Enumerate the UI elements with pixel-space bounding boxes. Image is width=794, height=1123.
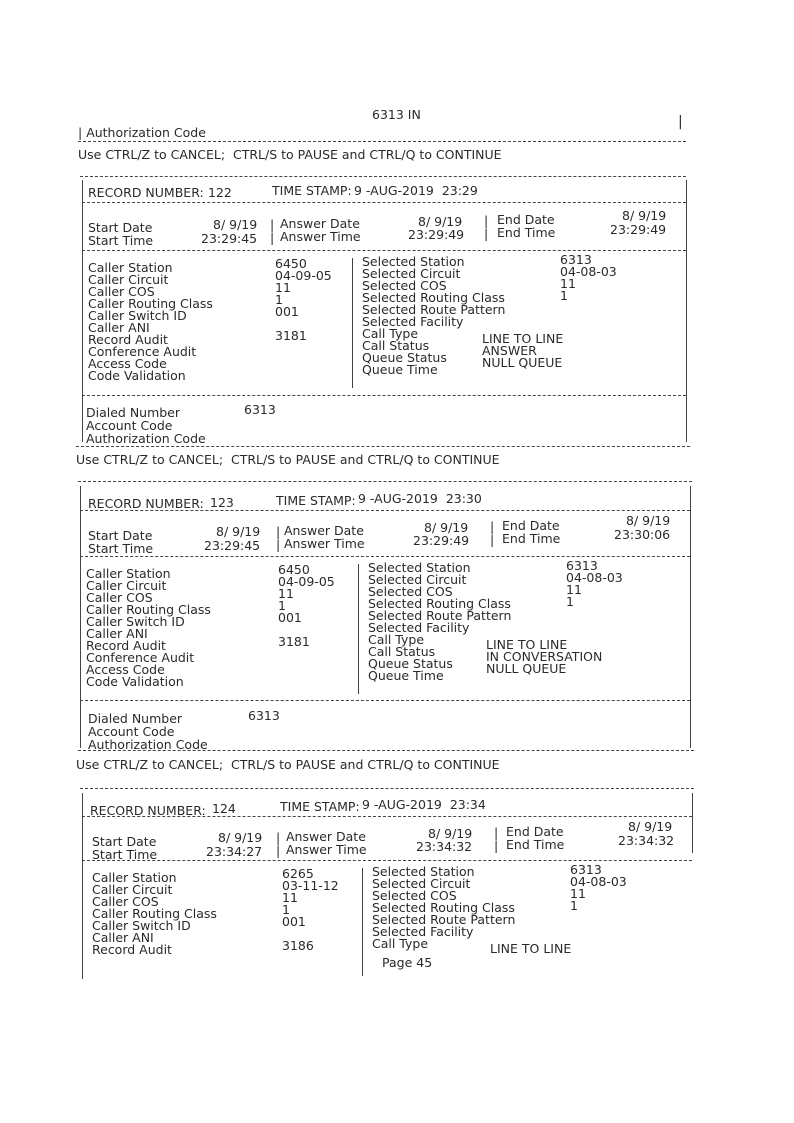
selected-value: 6313 [560,252,592,267]
selected-label: Call Status [368,644,436,659]
record-top-border [78,481,692,482]
record-right-border [692,793,693,853]
start-date: 8/ 9/19 [218,830,263,845]
authorization-code-label: Authorization Code [88,737,208,752]
selected-label: Queue Status [368,656,453,671]
dialed-number: 6313 [244,402,276,417]
caller-label: Caller Circuit [92,882,173,897]
caller-labels [86,568,211,688]
answer-date-label: Answer Date [280,216,360,231]
caller-value: 1 [282,902,290,917]
caller-label: Caller Station [86,566,171,581]
selected-value: 11 [566,582,582,597]
account-code-label: Account Code [86,418,173,433]
end-date: 8/ 9/19 [626,513,671,528]
selected-label: Selected COS [362,278,447,293]
caller-label: Record Audit [86,638,166,653]
answer-time-label: Answer Time [286,842,367,857]
caller-label: Code Validation [86,674,184,689]
record-right-border [690,486,691,748]
record-number-label: RECORD NUMBER: [90,803,206,818]
selected-values-lower [482,333,563,369]
sep: | [276,524,281,539]
account-code-label: Account Code [88,724,175,739]
caller-label: Caller Station [92,870,177,885]
selected-label: Queue Time [362,362,438,377]
divider [82,202,686,203]
record-top-border [80,176,686,177]
caller-value: 11 [282,890,298,905]
selected-value: 1 [570,898,578,913]
caller-label: Caller Station [88,260,173,275]
sep: | [270,217,275,232]
caller-label: Conference Audit [88,344,197,359]
caller-label: Record Audit [88,332,168,347]
selected-value: LINE TO LINE [490,941,572,956]
record-left-border [82,793,83,979]
sep: | [276,830,281,845]
answer-date: 8/ 9/19 [418,214,463,229]
selected-label: Queue Status [362,350,447,365]
selected-label: Selected Route Pattern [368,608,512,623]
selected-value: LINE TO LINE [486,637,568,652]
caller-values [282,868,339,952]
selected-label: Selected Circuit [368,572,467,587]
caller-label: Caller COS [86,590,153,605]
column-separator [362,868,363,976]
answer-time: 23:29:49 [408,227,465,242]
divider [78,141,686,142]
caller-label: Caller ANI [86,626,148,641]
control-hint: Use CTRL/Z to CANCEL; CTRL/S to PAUSE and CTRL/Q to CONTINUE [76,452,500,467]
end-time-label: End Time [502,531,561,546]
selected-value: 6313 [566,558,598,573]
selected-value: NULL QUEUE [486,661,567,676]
caller-value: 04-09-05 [275,268,332,283]
selected-value: 6313 [570,862,602,877]
selected-value: 11 [560,276,576,291]
start-time-label: Start Time [88,233,154,248]
timestamp: 9 -AUG-2019 23:29 [354,183,478,198]
caller-value: 3181 [275,328,307,343]
end-date-label: End Date [502,518,560,533]
record-top-border [80,788,694,789]
column-separator [358,564,359,694]
selected-value: 04-08-03 [560,264,617,279]
selected-value: IN CONVERSATION [486,649,603,664]
timestamp: 9 -AUG-2019 23:34 [362,797,486,812]
caller-value: 1 [275,292,283,307]
answer-time: 23:34:32 [416,839,473,854]
selected-values-lower [490,943,571,955]
selected-value: 11 [570,886,586,901]
control-hint: Use CTRL/Z to CANCEL; CTRL/S to PAUSE and CTRL/Q to CONTINUE [76,757,500,772]
start-date-label: Start Date [88,220,153,235]
caller-values [275,258,332,342]
caller-label: Caller Routing Class [88,296,213,311]
record-number: 124 [212,801,236,816]
selected-value: NULL QUEUE [482,355,563,370]
start-time: 23:29:45 [204,538,261,553]
page-number: Page 45 [382,955,433,970]
selected-value: LINE TO LINE [482,331,564,346]
sep: | [490,519,495,534]
selected-value: 1 [560,288,568,303]
divider [82,816,692,817]
caller-label: Caller ANI [88,320,150,335]
caller-label: Caller Circuit [88,272,169,287]
selected-label: Call Status [362,338,430,353]
sep: | [490,532,495,547]
dialed-number: 6313 [248,708,280,723]
caller-labels [88,262,213,382]
end-time: 23:30:06 [614,527,671,542]
caller-value: 6265 [282,866,314,881]
end-time-label: End Time [497,225,556,240]
end-date-label: End Date [506,824,564,839]
column-separator [352,258,353,388]
right-edge-mark: | [678,114,683,130]
authorization-code-label: Authorization Code [86,431,206,446]
selected-label: Queue Time [368,668,444,683]
selected-label: Selected Routing Class [372,900,515,915]
answer-date: 8/ 9/19 [428,826,473,841]
answer-date-label: Answer Date [284,523,364,538]
selected-value: 04-08-03 [570,874,627,889]
answer-time-label: Answer Time [284,536,365,551]
selected-label: Selected Facility [368,620,470,635]
selected-values-upper [560,254,617,302]
selected-label: Selected Circuit [362,266,461,281]
end-date: 8/ 9/19 [628,819,673,834]
selected-values-upper [570,864,627,912]
selected-label: Selected Routing Class [368,596,511,611]
divider [82,860,692,861]
caller-label: Caller COS [92,894,159,909]
selected-label: Selected COS [372,888,457,903]
divider [80,700,690,701]
sep: | [484,226,489,241]
caller-value: 001 [282,914,306,929]
record-number: 123 [210,495,234,510]
caller-label: Caller Routing Class [92,906,217,921]
caller-labels [92,872,217,956]
selected-label: Selected Facility [362,314,464,329]
page-title: 6313 IN [372,107,421,122]
dialed-number-label: Dialed Number [88,711,183,726]
caller-value: 3181 [278,634,310,649]
selected-label: Call Type [368,632,425,647]
record-left-border [82,180,83,442]
sep: | [270,230,275,245]
auth-code-text: Authorization Code [86,125,206,140]
divider [78,750,694,751]
start-time-label: Start Time [92,847,158,862]
caller-label: Caller Switch ID [86,614,185,629]
start-time-label: Start Time [88,541,154,556]
caller-value: 11 [278,586,294,601]
record-right-border [686,180,687,442]
caller-label: Caller Routing Class [86,602,211,617]
sep: | [494,825,499,840]
caller-label: Caller Switch ID [88,308,187,323]
start-time: 23:29:45 [201,231,258,246]
selected-label: Selected COS [368,584,453,599]
caller-label: Record Audit [92,942,172,957]
start-date: 8/ 9/19 [213,217,258,232]
caller-label: Caller Circuit [86,578,167,593]
start-date: 8/ 9/19 [216,524,261,539]
selected-label: Selected Route Pattern [372,912,516,927]
caller-value: 001 [278,610,302,625]
divider [80,510,690,511]
timestamp-label: TIME STAMP: [272,183,352,198]
answer-time: 23:29:49 [413,533,470,548]
end-time-label: End Time [506,837,565,852]
record-number-label: RECORD NUMBER: [88,185,204,200]
caller-value: 6450 [278,562,310,577]
authorization-code-label [78,127,206,139]
record-number: 122 [208,185,232,200]
selected-values-upper [566,560,623,608]
selected-label: Selected Routing Class [362,290,505,305]
selected-label: Call Type [372,936,429,951]
caller-label: Caller ANI [92,930,154,945]
selected-labels [372,866,515,950]
selected-value: ANSWER [482,343,537,358]
sep: | [494,838,499,853]
caller-value: 11 [275,280,291,295]
caller-label: Code Validation [88,368,186,383]
caller-value: 001 [275,304,299,319]
selected-label: Selected Station [368,560,471,575]
selected-value: 04-08-03 [566,570,623,585]
caller-label: Caller Switch ID [92,918,191,933]
caller-value: 04-09-05 [278,574,335,589]
caller-value: 03-11-12 [282,878,339,893]
sep: | [276,843,281,858]
selected-values-lower [486,639,602,675]
answer-time-label: Answer Time [280,229,361,244]
selected-label: Selected Station [372,864,475,879]
timestamp-label: TIME STAMP: [280,799,360,814]
caller-value: 3186 [282,938,314,953]
answer-date-label: Answer Date [286,829,366,844]
selected-label: Selected Facility [372,924,474,939]
divider [76,446,690,447]
end-date-label: End Date [497,212,555,227]
caller-values [278,564,335,648]
selected-label: Selected Station [362,254,465,269]
caller-label: Access Code [88,356,167,371]
left-bar: | [78,125,87,140]
start-date-label: Start Date [88,528,153,543]
sep: | [276,537,281,552]
selected-label: Selected Circuit [372,876,471,891]
selected-value: 1 [566,594,574,609]
record-left-border [80,486,81,748]
answer-date: 8/ 9/19 [424,520,469,535]
caller-label: Conference Audit [86,650,195,665]
control-hint: Use CTRL/Z to CANCEL; CTRL/S to PAUSE and CTRL/Q to CONTINUE [78,147,502,162]
start-date-label: Start Date [92,834,157,849]
selected-label: Call Type [362,326,419,341]
caller-label: Caller COS [88,284,155,299]
divider [80,556,690,557]
record-number-label: RECORD NUMBER: [88,496,204,511]
dialed-number-label: Dialed Number [86,405,181,420]
end-date: 8/ 9/19 [622,208,667,223]
start-time: 23:34:27 [206,844,263,859]
timestamp-label: TIME STAMP: [276,493,356,508]
selected-label: Selected Route Pattern [362,302,506,317]
caller-value: 6450 [275,256,307,271]
caller-label: Access Code [86,662,165,677]
caller-value: 1 [278,598,286,613]
timestamp: 9 -AUG-2019 23:30 [358,491,482,506]
divider [82,395,686,396]
end-time: 23:34:32 [618,833,675,848]
divider [82,250,686,251]
sep: | [484,213,489,228]
end-time: 23:29:49 [610,222,667,237]
